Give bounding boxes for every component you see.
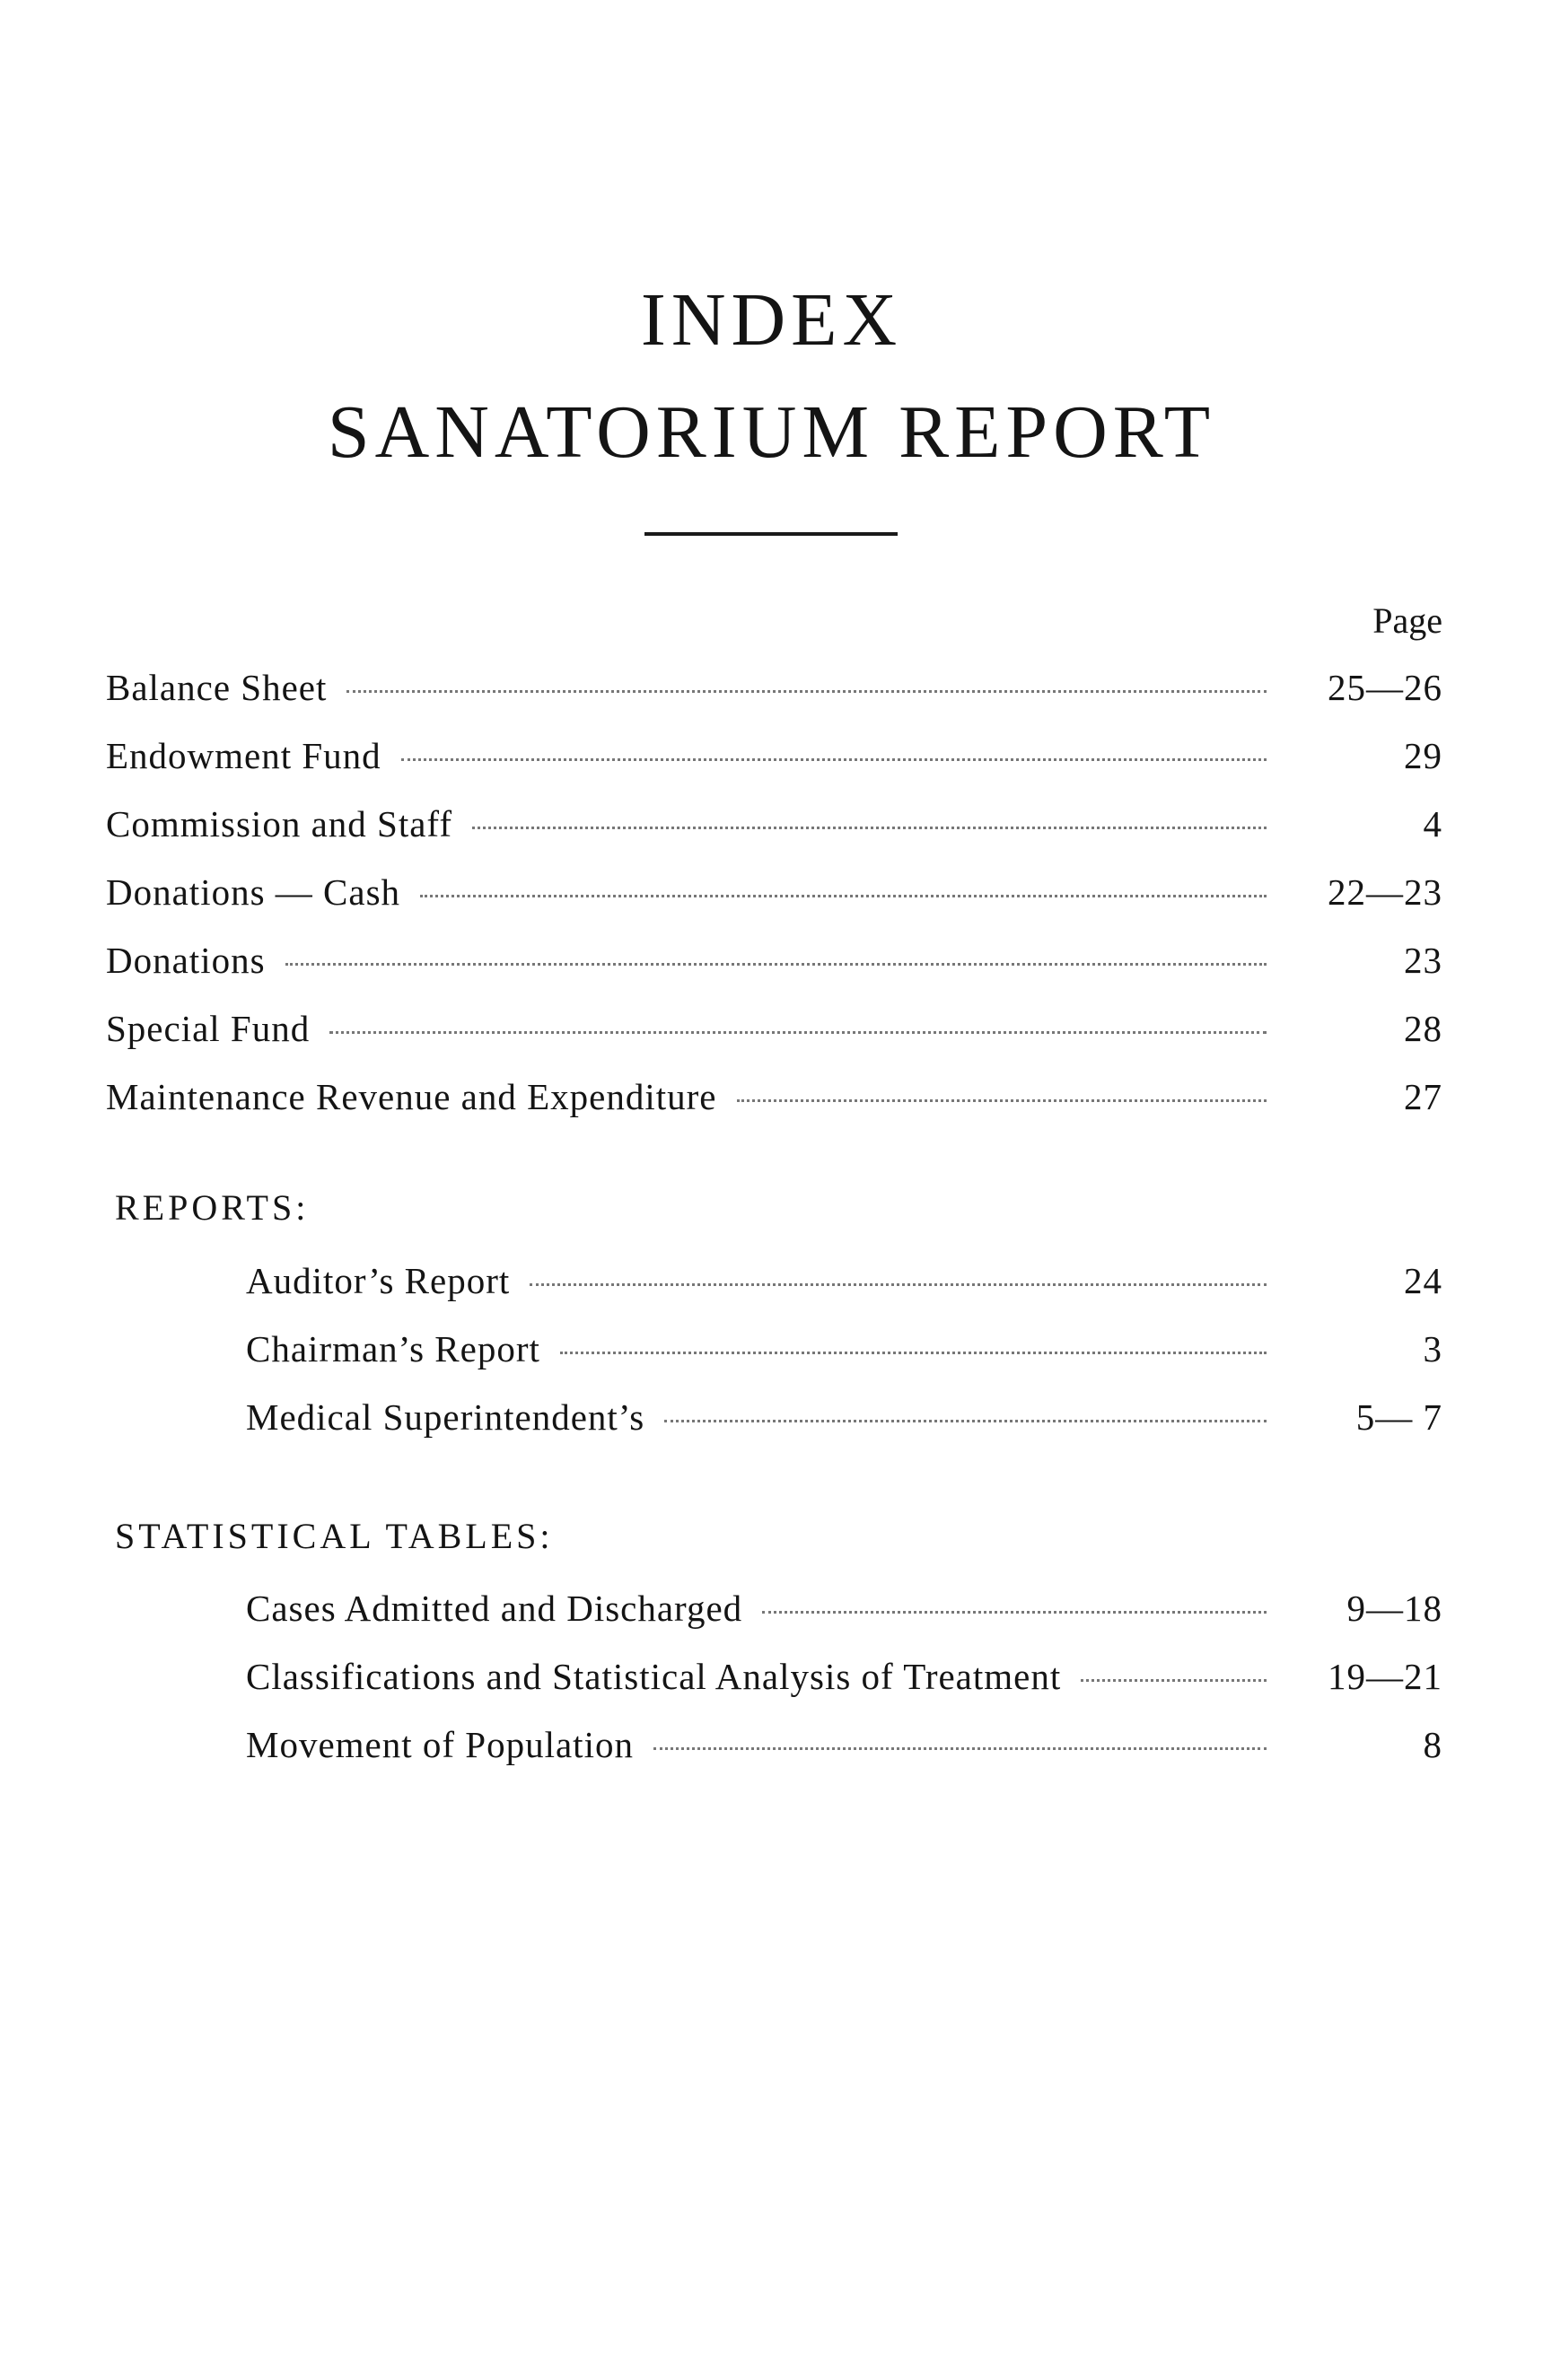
reports-heading: REPORTS:: [115, 1187, 310, 1228]
index-entry-commission-staff: [106, 802, 1442, 853]
entry-page: 29: [1404, 735, 1442, 776]
dot-leader: [737, 1099, 1267, 1102]
dot-leader: [560, 1352, 1267, 1354]
report-title: SANATORIUM REPORT: [327, 390, 1216, 474]
index-entry-special-fund: [106, 1007, 1442, 1057]
entry-label: Maintenance Revenue and Expenditure: [106, 1076, 717, 1117]
dot-leader: [329, 1031, 1267, 1034]
index-entry-donations: [106, 939, 1442, 989]
dot-leader: [401, 758, 1267, 761]
entry-page: 3: [1423, 1328, 1442, 1369]
dot-leader: [420, 895, 1267, 897]
entry-label: Donations: [106, 940, 266, 981]
index-entry-auditors-report: [246, 1259, 1442, 1309]
entry-page: 9—18: [1346, 1588, 1442, 1629]
entry-page: 19—21: [1328, 1656, 1442, 1697]
dot-leader: [762, 1611, 1267, 1614]
index-entry-movement-population: [246, 1723, 1442, 1773]
entry-label: Classifications and Statistical Analysis of Treatment: [246, 1656, 1062, 1697]
entry-page: 24: [1404, 1260, 1442, 1301]
index-entry-medical-superintendent: [246, 1396, 1442, 1446]
dot-leader: [472, 827, 1267, 829]
entry-page: 23: [1404, 940, 1442, 981]
dot-leader: [664, 1420, 1267, 1422]
entry-label: Commission and Staff: [106, 803, 452, 844]
title-divider: [644, 532, 898, 536]
dot-leader: [1081, 1679, 1267, 1682]
entry-label: Special Fund: [106, 1008, 311, 1049]
entry-label: Medical Superintendent’s: [246, 1396, 645, 1438]
entry-page: 27: [1404, 1076, 1442, 1117]
entry-label: Endowment Fund: [106, 735, 381, 776]
entry-page: 28: [1404, 1008, 1442, 1049]
index-entry-cases-admitted: [246, 1587, 1442, 1637]
entry-page: 8: [1423, 1724, 1442, 1765]
dot-leader: [346, 690, 1267, 693]
dot-leader: [285, 963, 1267, 966]
entry-label: Chairman’s Report: [246, 1328, 540, 1369]
entry-page: 4: [1423, 803, 1442, 844]
page-column-header: Page: [1372, 600, 1442, 641]
entry-label: Donations — Cash: [106, 871, 401, 913]
index-entry-donations-cash: [106, 871, 1442, 921]
entry-label: Movement of Population: [246, 1724, 634, 1765]
index-title: INDEX: [640, 278, 903, 362]
entry-label: Balance Sheet: [106, 667, 328, 708]
entry-label: Auditor’s Report: [246, 1260, 511, 1301]
entry-label: Cases Admitted and Discharged: [246, 1588, 743, 1629]
statistical-tables-heading: STATISTICAL TABLES:: [115, 1516, 554, 1556]
entry-page: 5— 7: [1355, 1396, 1442, 1438]
index-entry-classifications: [246, 1655, 1442, 1705]
index-entry-endowment-fund: [106, 734, 1442, 784]
dot-leader: [653, 1747, 1267, 1750]
dot-leader: [530, 1283, 1267, 1286]
entry-page: 25—26: [1328, 667, 1442, 708]
index-entry-chairmans-report: [246, 1327, 1442, 1378]
entry-page: 22—23: [1328, 871, 1442, 913]
index-entry-balance-sheet: [106, 666, 1442, 716]
index-entry-maintenance: [106, 1075, 1442, 1125]
